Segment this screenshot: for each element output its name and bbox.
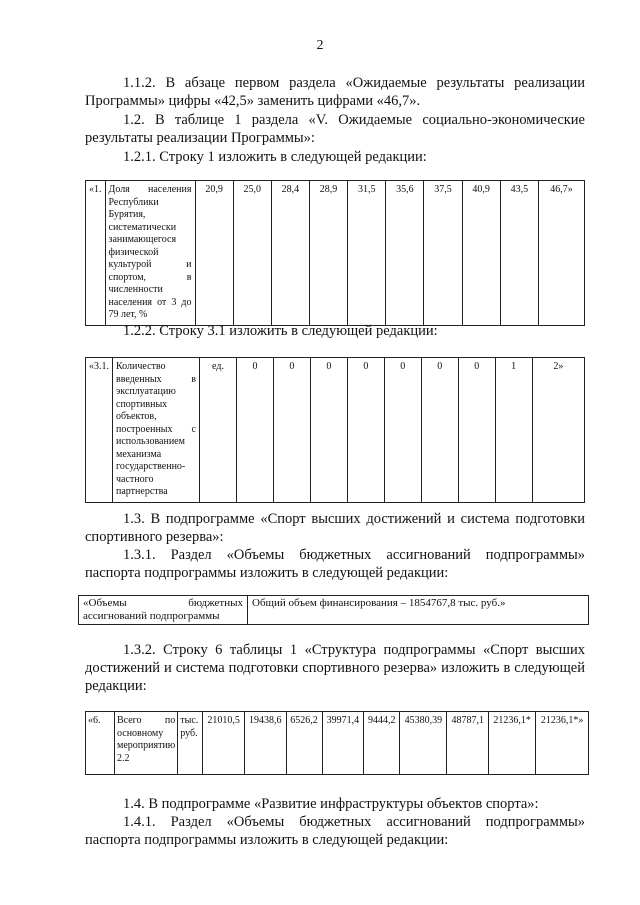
paragraph-1-4: 1.4. В подпрограмме «Развитие инфраструктуры объектов спорта»: [123,796,539,812]
value-cell: 2» [532,358,584,503]
page-number: 2 [316,38,324,53]
value-cell: 28,9 [309,181,347,326]
value-cell: 21010,5 [203,712,245,775]
activity-description: Всего по основному мероприятию 2.2 [115,712,178,775]
table-row-6 [85,711,589,775]
value-cell: 28,4 [271,181,309,326]
value-cell: 21236,1* [489,712,536,775]
value-cell: 19438,6 [244,712,286,775]
value-cell: 37,5 [424,181,462,326]
value-cell: 35,6 [386,181,424,326]
value-cell: 0 [310,358,347,503]
indicator-description: Количество введенных в эксплуатацию спортивных объектов, построенных с использованием механизма государственно-частного партнерства [113,358,200,503]
value-cell: 43,5 [500,181,538,326]
section-name-cell: «Объемы бюджетных ассигнований подпрограммы [79,596,248,625]
value-cell: 0 [421,358,458,503]
financing-cell: Общий объем финансирования – 1854767,8 тыс. руб.» [248,596,589,625]
value-cell: 0 [458,358,495,503]
row-number: «6. [86,712,115,775]
value-cell: 48787,1 [447,712,489,775]
value-cell: 31,5 [348,181,386,326]
paragraph-1-2: 1.2. В таблице 1 раздела «V. Ожидаемые социально-экономические результаты реализации Программы»: [85,112,585,146]
value-cell: 21236,1*» [536,712,589,775]
paragraph-1-2-2: 1.2.2. Строку 3.1 изложить в следующей редакции: [123,323,438,339]
value-cell: 20,9 [195,181,233,326]
row-number: «1. [86,181,106,326]
paragraph-1-3-2: 1.3.2. Строку 6 таблицы 1 «Структура подпрограммы «Спорт высших достижений и система подготовки спортивного резерва» изложить в следующей редакции: [85,642,585,694]
value-cell: 0 [347,358,384,503]
paragraph-1-2-1: 1.2.1. Строку 1 изложить в следующей редакции: [123,149,427,165]
row-number: «3.1. [86,358,113,503]
value-cell: 0 [384,358,421,503]
value-cell: 45380,39 [400,712,447,775]
value-cell: 25,0 [233,181,271,326]
paragraph-1-3: 1.3. В подпрограмме «Спорт высших достижений и система подготовки спортивного резерва»: [85,511,585,545]
value-cell: 0 [237,358,274,503]
value-cell: 1 [495,358,532,503]
unit-cell: ед. [200,358,237,503]
value-cell: 9444,2 [364,712,400,775]
value-cell: 0 [273,358,310,503]
paragraph-1-3-1: 1.3.1. Раздел «Объемы бюджетных ассигнований подпрограммы» паспорта подпрограммы изложить в следующей редакции: [85,547,585,581]
table-row-1 [85,180,585,326]
value-cell: 39971,4 [322,712,364,775]
paragraph-1-1-2: 1.1.2. В абзаце первом раздела «Ожидаемые результаты реализации Программы» цифры «42,5» заменить цифрами «46,7». [85,75,585,109]
table-row-3-1 [85,357,585,503]
unit-cell: тыс. руб. [178,712,203,775]
value-cell: 40,9 [462,181,500,326]
value-cell: 6526,2 [286,712,322,775]
indicator-description: Доля населения Республики Бурятия, систематически занимающегося физической культурой и спортом, в численности населения от 3 до 79 лет, % [105,181,195,326]
paragraph-1-4-1: 1.4.1. Раздел «Объемы бюджетных ассигнований подпрограммы» паспорта подпрограммы изложить в следующей редакции: [85,814,585,848]
value-cell: 46,7» [538,181,584,326]
budget-allocation-table [78,595,589,625]
